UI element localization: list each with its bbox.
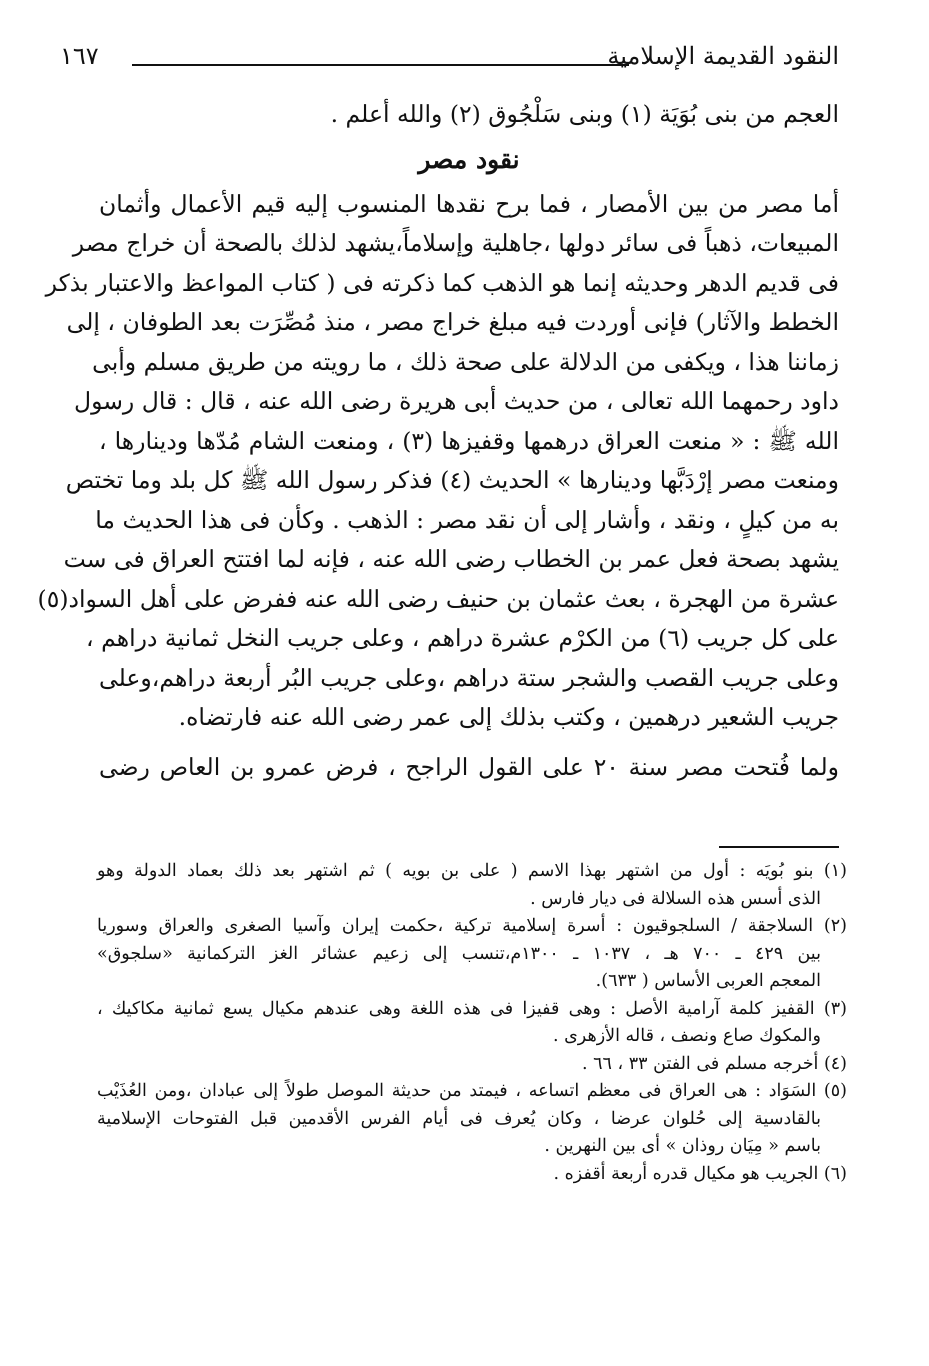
text-line: المبيعات، ذهباً فى سائر دولها ،جاهلية وإسلاماً،يشهد لذلك بالصحة أن خراج مصر xyxy=(72,229,839,257)
footnote-rule xyxy=(719,846,839,848)
header-rule xyxy=(132,64,629,66)
footnote-line: والمكوك صاع ونصف ، قاله الأزهرى . xyxy=(552,1026,821,1046)
footnote-line: (٤) أخرجه مسلم فى الفتن ٣٣ ، ٦٦ . xyxy=(582,1053,847,1074)
text-line: زماننا هذا ، ويكفى من الدلالة على صحة ذلك ، ما رويته من طريق مسلم وأبى xyxy=(92,347,839,376)
footnote-line: بين ٤٢٩ ـ ٧٠٠ هـ ، ١٠٣٧ ـ ١٣٠٠م،تنسب إلى زعيم عشائر الغز التركمانية «سلجوق» xyxy=(97,943,821,964)
footnotes xyxy=(97,858,847,1188)
footnote-line: (٣) القفيز كلمة آرامية الأصل : وهى قفيزا فى هذه اللغة وهى عندهم مكيال يسع ثمانية مكاكيك ، xyxy=(97,998,847,1019)
footnote-line: الذى أسس هذه السلالة فى ديار فارس . xyxy=(530,888,821,909)
text-line: به من كيلٍ ، ونقد ، وأشار إلى أن نقد مصر : الذهب . وكأن فى هذا الحديث ما xyxy=(95,505,839,534)
text-line: ومنعت مصر إرْدَبَّها ودينارها » الحديث (٤) فذكر رسول الله ﷺ كل بلد وما تختص xyxy=(65,466,839,494)
paragraph-gap xyxy=(99,738,839,748)
footnote-line: بالقادسية إلى حُلوان عرضا ، وكان يُعرف فى أيام الفرس الأقدمين قبل الفتوحات الإسلامية xyxy=(97,1108,821,1129)
text-line: ولما فُتحت مصر سنة ٢٠ على القول الراجح ، فرض عمرو بن العاص رضى xyxy=(99,752,839,781)
text-line: عشرة من الهجرة ، بعث عثمان بن حنيف رضى الله عنه ففرض على أهل السواد(٥) xyxy=(37,584,839,613)
footnote-line: (٦) الجريب هو مكيال قدره أربعة أقفزه . xyxy=(553,1163,847,1184)
section-heading: نقود مصر xyxy=(418,144,520,174)
text-line: على كل جريب (٦) من الكرْم عشرة دراهم ، وعلى جريب النخل ثمانية دراهم ، xyxy=(86,624,839,652)
page-number: ١٦٧ xyxy=(60,42,99,70)
main-text xyxy=(37,95,839,787)
running-header xyxy=(60,38,839,74)
running-title: النقود القديمة الإسلامية xyxy=(607,42,839,70)
text-line: الله ﷺ : « منعت العراق درهمها وقفيزها (٣) ، ومنعت الشام مُدّها ودينارها ، xyxy=(99,426,839,455)
text-line: أما مصر من بين الأمصار ، فما برح نقدها المنسوب إليه قيم الأعمال وأثمان xyxy=(99,189,839,218)
text-line: وعلى جريب القصب والشجر ستة دراهم ،وعلى جريب البُر أربعة دراهم،وعلى xyxy=(99,663,839,692)
footnote-line: المعجم العربى الأساس ( ٦٣٣). xyxy=(595,971,821,991)
footnote-line: (٥) السَوَاد : هى العراق فى معظم اتساعه ، فيمتد من حديثة الموصل طولاً إلى عبادان ،ومن العُذَيْب xyxy=(97,1081,847,1101)
footnote-line: (٢) السلاجقة / السلجوقيون : أسرة إسلامية تركية ،حكمت إيران وآسيا الصغرى والعراق وسوريا xyxy=(97,916,847,936)
text-line: الخطط والآثار) فإنى أوردت فيه مبلغ خراج مصر ، منذ مُصِّرَت بعد الطوفان ، إلى xyxy=(66,308,839,336)
text-line: جريب الشعير درهمين ، وكتب بذلك إلى عمر رضى الله عنه فارتضاه. xyxy=(178,703,839,731)
footnote-line: باسم « مِيَان روذان » أى بين النهرين . xyxy=(544,1136,821,1156)
footnote-line: (١) بنو بُويَه : أول من اشتهر بهذا الاسم ( على بن بويه ) ثم اشتهر بعد ذلك بعماد الدولة وهو xyxy=(97,861,847,881)
text-line: العجم من بنى بُوَيَة (١) وبنى سَلْجُوق (٢) والله أعلم . xyxy=(330,100,839,128)
text-line: يشهد بصحة فعل عمر بن الخطاب رضى الله عنه ، فإنه لما افتتح العراق فى ست xyxy=(63,545,839,573)
text-line: داود رحمهما الله تعالى ، من حديث أبى هريرة رضى الله عنه ، قال : قال رسول xyxy=(74,387,839,415)
text-line: فى قديم الدهر وحديثه إنما هو الذهب كما ذكرته فى ( كتاب المواعظ والاعتبار بذكر xyxy=(45,268,839,297)
